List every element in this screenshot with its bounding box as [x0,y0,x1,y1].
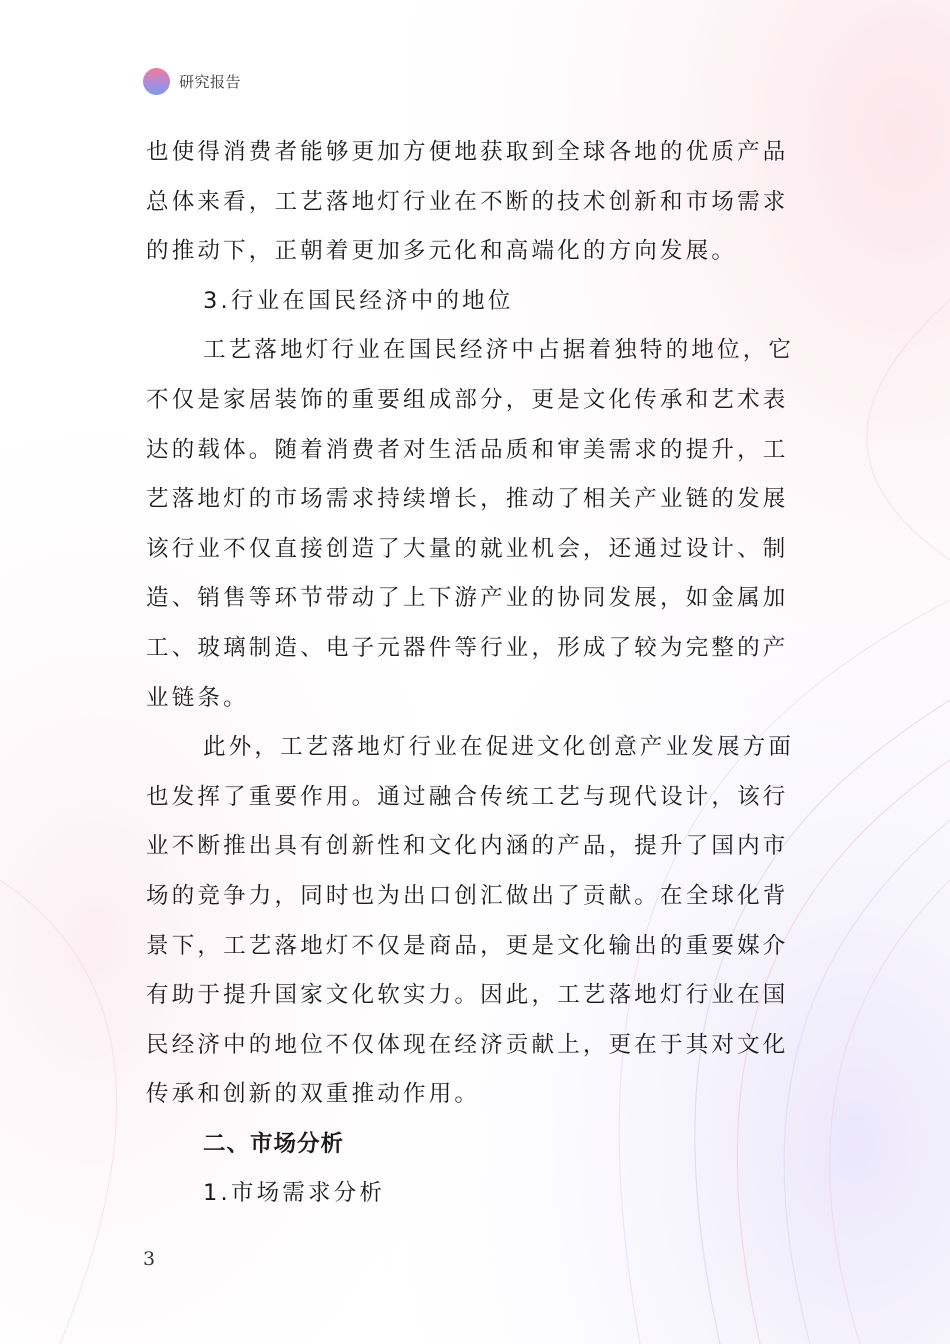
body-line: 艺落地灯的市场需求持续增长，推动了相关产业链的发展 [146,486,789,513]
body-line: 民经济中的地位不仅体现在经济贡献上，更在于其对文化 [146,1031,789,1058]
body-line: 传承和创新的双重推动作用。 [146,1081,481,1108]
paragraph-first-line: 此外，工艺落地灯行业在促进文化创意产业发展方面 [203,734,795,761]
body-line: 不仅是家居装饰的重要组成部分，更是文化传承和艺术表 [146,386,789,413]
body-line: 场的竞争力，同时也为出口创汇做出了贡献。在全球化背 [146,882,789,909]
section-heading: 3.行业在国民经济中的地位 [203,287,514,314]
body-line: 业链条。 [146,684,249,711]
body-line: 也使得消费者能够更加方便地获取到全球各地的优质产品 [146,139,789,165]
document-body [146,128,806,1219]
body-line: 景下，工艺落地灯不仅是商品，更是文化输出的重要媒介 [146,932,789,959]
page-number: 3 [143,1248,156,1270]
header-title: 研究报告 [179,72,242,91]
logo-circle-icon [143,68,170,95]
body-line: 该行业不仅直接创造了大量的就业机会，还通过设计、制 [146,535,789,562]
body-line: 总体来看，工艺落地灯行业在不断的技术创新和市场需求 [146,188,789,215]
body-line: 工、玻璃制造、电子元器件等行业，形成了较为完整的产 [146,634,789,661]
body-line: 达的载体。随着消费者对生活品质和审美需求的提升，工 [146,436,789,463]
body-line: 有助于提升国家文化软实力。因此，工艺落地灯行业在国 [146,982,789,1009]
chapter-heading: 二、市场分析 [203,1130,345,1157]
paragraph-first-line: 工艺落地灯行业在国民经济中占据着独特的地位，它 [203,337,795,364]
report-header [143,66,241,96]
body-line: 的推动下，正朝着更加多元化和高端化的方向发展。 [146,238,738,265]
subsection-heading: 1.市场需求分析 [203,1180,386,1207]
body-line: 业不断推出具有创新性和文化内涵的产品，提升了国内市 [146,833,789,860]
body-line: 也发挥了重要作用。通过融合传统工艺与现代设计，该行 [146,783,789,810]
body-line: 造、销售等环节带动了上下游产业的协同发展，如金属加 [146,585,789,612]
